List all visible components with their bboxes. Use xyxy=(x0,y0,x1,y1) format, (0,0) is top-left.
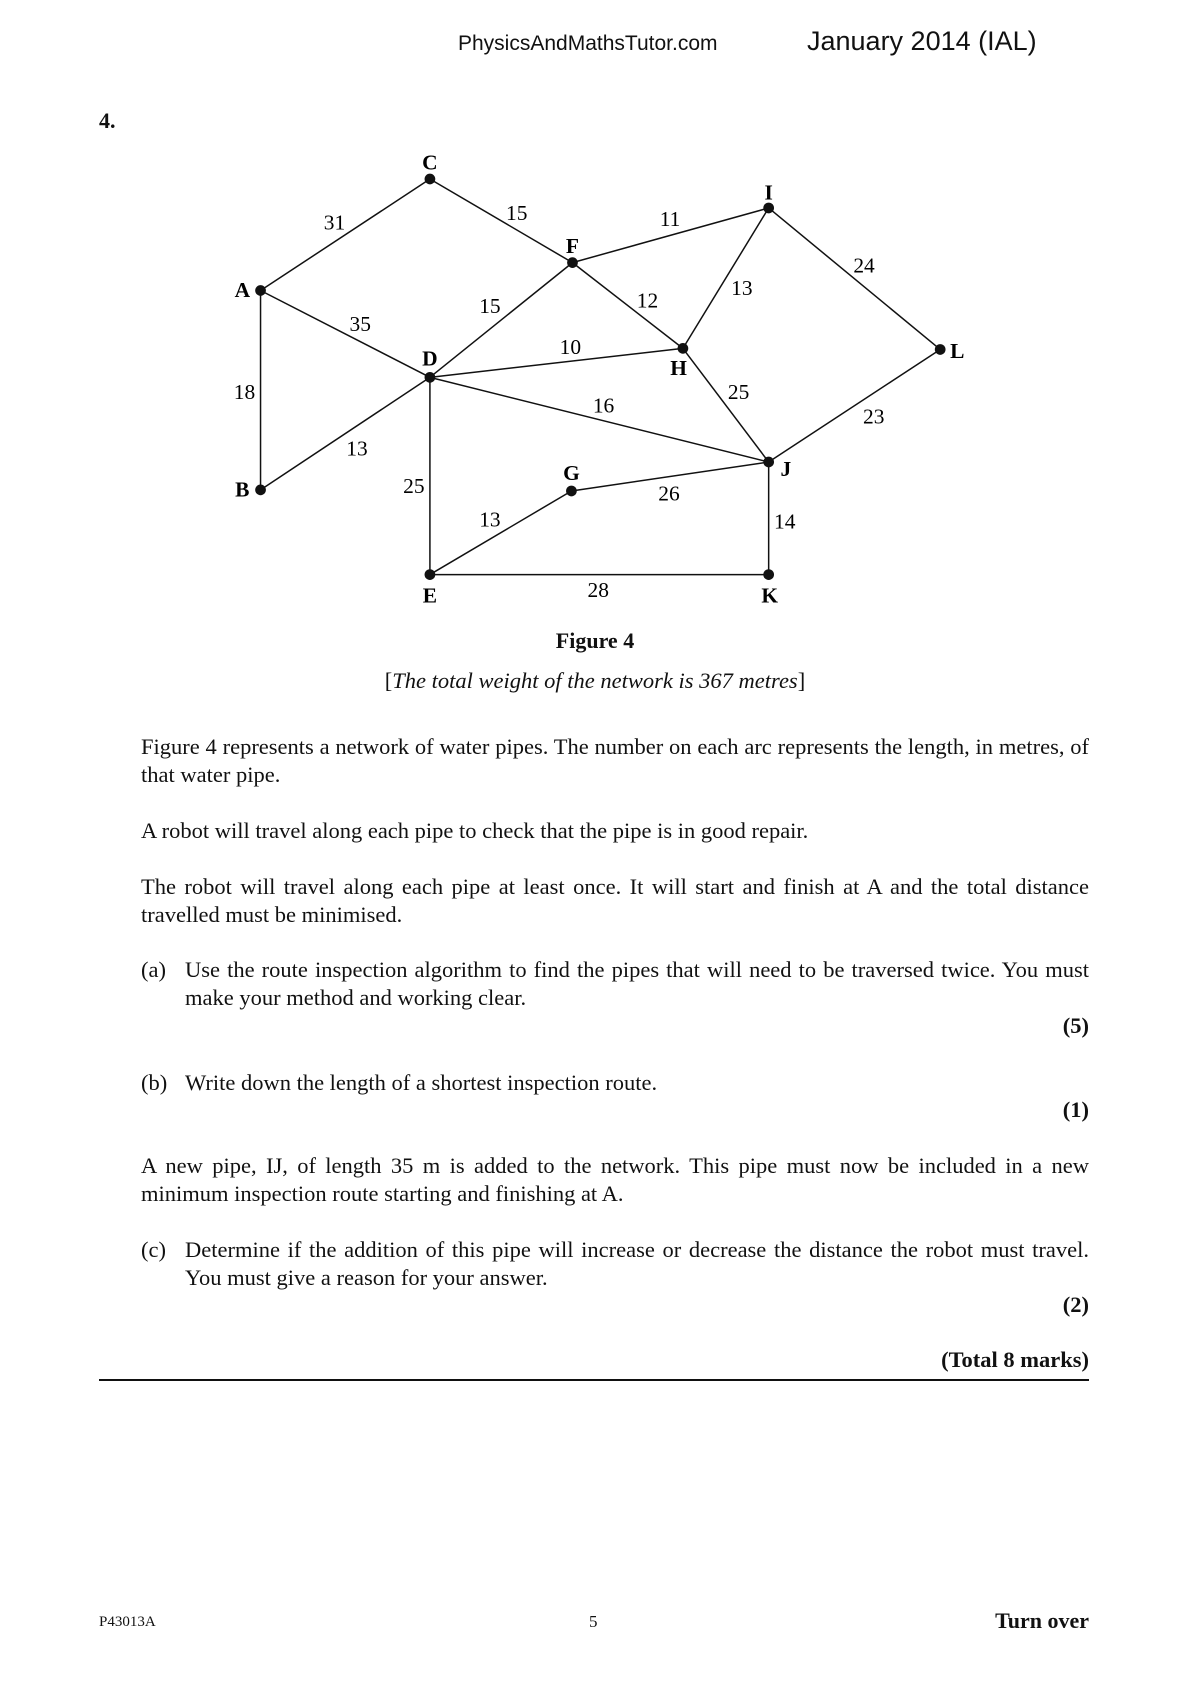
edge-IL xyxy=(769,208,941,350)
edge-weight-GJ: 26 xyxy=(658,481,680,506)
paragraph-4: A new pipe, IJ, of length 35 m is added to the network. This pipe must now be included in a new minimum inspection route starting and finishing at A. xyxy=(141,1153,1089,1206)
edge-weight-AC: 31 xyxy=(323,210,346,235)
node-label-A: A xyxy=(234,277,251,302)
turn-over: Turn over xyxy=(995,1608,1089,1633)
node-label-L: L xyxy=(950,339,965,364)
paragraph-1: Figure 4 represents a network of water pipes. The number on each arc represents the length, in metres, of that water pipe. xyxy=(141,734,1089,787)
exam-date: January 2014 (IAL) xyxy=(807,26,1037,56)
edge-HJ xyxy=(683,348,769,462)
edge-weight-IH: 13 xyxy=(731,275,753,300)
node-label-G: G xyxy=(563,461,580,486)
edge-weight-FI: 11 xyxy=(659,207,681,232)
node-C xyxy=(425,174,436,185)
node-G xyxy=(566,486,577,497)
edge-weight-IL: 24 xyxy=(853,253,875,278)
node-label-J: J xyxy=(780,456,792,481)
edge-EG xyxy=(430,491,572,575)
node-J xyxy=(763,457,774,468)
node-label-H: H xyxy=(670,356,687,381)
edge-weight-FH: 12 xyxy=(636,288,659,313)
edge-weight-BD: 13 xyxy=(346,436,368,461)
node-label-K: K xyxy=(761,583,779,608)
part-b-label: (b) xyxy=(141,1070,168,1095)
edge-AD xyxy=(261,291,430,378)
paragraph-3: The robot will travel along each pipe at least once. It will start and finish at A and the total distance travelled must be minimised. xyxy=(141,874,1089,927)
part-c xyxy=(141,1236,1089,1292)
figure-caption: Figure 4 xyxy=(555,628,635,653)
edge-weight-DJ: 16 xyxy=(592,393,615,418)
part-b xyxy=(141,1069,1089,1097)
edge-AC xyxy=(261,179,430,290)
site-name: PhysicsAndMathsTutor.com xyxy=(458,32,718,55)
node-A xyxy=(255,285,266,296)
edge-weight-EK: 28 xyxy=(587,578,609,603)
edge-weight-HJ: 25 xyxy=(727,379,750,404)
part-c-text: Determine if the addition of this pipe will increase or decrease the distance the robot must travel. You must give a reason for your answer. xyxy=(185,1237,1089,1290)
edge-weight-EG: 13 xyxy=(479,507,501,532)
edge-DH xyxy=(430,348,683,377)
edge-weight-CF: 15 xyxy=(506,200,528,225)
part-a-marks: (5) xyxy=(1062,1013,1089,1038)
node-label-C: C xyxy=(422,150,438,175)
node-K xyxy=(763,569,774,580)
paper-code: P43013A xyxy=(99,1614,156,1630)
part-b-marks: (1) xyxy=(1062,1097,1089,1122)
node-label-I: I xyxy=(764,180,773,205)
node-H xyxy=(678,343,689,354)
node-label-D: D xyxy=(422,346,438,371)
node-B xyxy=(255,485,266,496)
page-number: 5 xyxy=(589,1612,598,1631)
divider xyxy=(99,1379,1089,1381)
edge-weight-AD: 35 xyxy=(349,312,371,337)
edge-FH xyxy=(572,263,682,349)
part-a xyxy=(141,956,1089,1012)
question-number: 4. xyxy=(99,108,116,133)
edge-weight-DE: 25 xyxy=(403,474,425,499)
node-label-F: F xyxy=(565,233,580,258)
bracket: [ xyxy=(384,668,393,693)
part-b-text: Write down the length of a shortest inspection route. xyxy=(185,1070,658,1095)
edge-DF xyxy=(430,263,573,378)
part-c-label: (c) xyxy=(141,1237,166,1262)
part-a-label: (a) xyxy=(141,957,166,982)
edge-weight-AB: 18 xyxy=(233,379,256,404)
figure-note-text: The total weight of the network is 367 metres xyxy=(392,668,798,693)
node-D xyxy=(425,372,436,383)
network-diagram xyxy=(0,0,1190,700)
node-L xyxy=(935,344,946,355)
node-E xyxy=(425,569,436,580)
part-c-marks: (2) xyxy=(1062,1292,1089,1317)
paragraph-2: A robot will travel along each pipe to check that the pipe is in good repair. xyxy=(141,818,809,843)
node-F xyxy=(567,257,578,268)
edge-weight-DF: 15 xyxy=(479,294,501,319)
edge-BD xyxy=(261,377,430,490)
edge-weight-DH: 10 xyxy=(559,334,582,359)
bracket: ] xyxy=(797,668,806,693)
figure-note xyxy=(0,668,1190,694)
node-label-E: E xyxy=(422,583,438,608)
edge-CF xyxy=(430,179,573,263)
edge-LJ xyxy=(769,349,941,462)
part-a-text: Use the route inspection algorithm to find the pipes that will need to be traversed twice. You must make your method and working clear. xyxy=(185,957,1089,1010)
edge-weight-JK: 14 xyxy=(774,509,796,534)
total-marks: (Total 8 marks) xyxy=(941,1347,1089,1372)
edge-DJ xyxy=(430,377,769,462)
edge-weight-LJ: 23 xyxy=(863,404,885,429)
node-label-B: B xyxy=(235,477,250,502)
